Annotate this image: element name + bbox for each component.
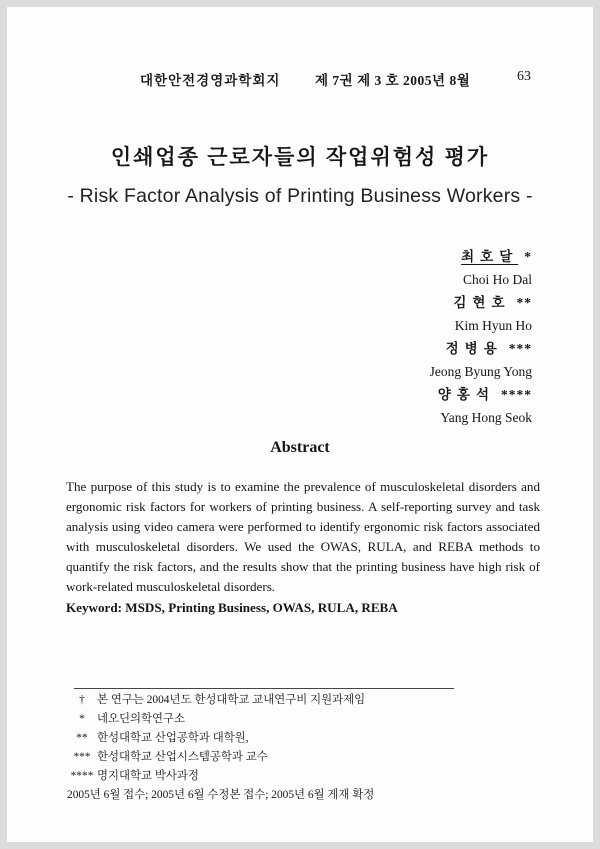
author-english-name: Kim Hyun Ho (454, 318, 532, 333)
footnote-mark: ** (76, 732, 88, 744)
korean-title: 인쇄업종 근로자들의 작업위험성 평가 (110, 145, 490, 169)
footnote-mark: **** (70, 770, 94, 782)
footnotes (67, 691, 374, 805)
issue-info: 제 7권 제 3 호 2005년 8월 (315, 73, 471, 88)
footnote-text: 한성대학교 산업시스템공학과 교수 (97, 751, 268, 763)
abstract-section (66, 477, 540, 618)
footnote (67, 691, 374, 710)
author-korean-name (430, 291, 532, 314)
journal-name: 대한안전경영과학회지 (140, 73, 281, 88)
author-english-name: Jeong Byung Yong (429, 364, 532, 379)
affiliation-mark: *** (508, 341, 532, 356)
footnote-mark: *** (73, 751, 91, 763)
footnote (67, 767, 374, 786)
page-number: 63 (517, 69, 531, 84)
abstract-text: The purpose of this study is to examine the prevalence of musculoskeletal disorders and ergonomic risk factors for workers of printing business. A self-reporting survey and task analysis using video camera were performed to identify ergonomic risk factors associated with musculoskeletal disorders. We used the OWAS, RULA, and REBA methods to quantify the risk factors, and the results show that the printing business have high risk of work-related musculoskeletal disorders. (66, 479, 540, 594)
footnote-text: 네오딘의학연구소 (97, 713, 186, 725)
footnote (67, 729, 374, 748)
affiliation-mark: * (524, 249, 532, 264)
footnote-divider (74, 688, 454, 689)
author-name: 김현호 (453, 295, 511, 310)
footnote (67, 748, 374, 767)
english-title: - Risk Factor Analysis of Printing Business Workers - (67, 185, 533, 207)
keywords: Keyword: MSDS, Printing Business, OWAS, RULA, REBA (66, 600, 398, 615)
author-korean-name (430, 337, 532, 360)
author-list (430, 245, 532, 429)
author-name: 최호달 (461, 249, 519, 264)
author-english-name: Yang Hong Seok (440, 410, 532, 425)
affiliation-mark: ** (516, 295, 532, 310)
footnote-text: 명지대학교 박사과정 (97, 770, 199, 782)
author-english-name: Choi Ho Dal (463, 272, 532, 287)
paper-page (7, 7, 593, 842)
footnote-mark: * (79, 713, 85, 725)
author-name: 양홍석 (437, 387, 495, 402)
author-name: 정병용 (445, 341, 503, 356)
received-dates: 2005년 6월 접수; 2005년 6월 수정본 접수; 2005년 6월 게재 확정 (67, 789, 375, 801)
author-korean-name (430, 383, 532, 406)
footnote-mark: † (79, 694, 85, 706)
affiliation-mark: **** (501, 387, 532, 402)
footnote-text: 본 연구는 2004년도 한성대학교 교내연구비 지원과제임 (97, 694, 366, 706)
footnote (67, 710, 374, 729)
footnote-text: 한성대학교 산업공학과 대학원, (97, 732, 249, 744)
abstract-heading: Abstract (270, 439, 330, 456)
author-korean-name (430, 245, 532, 268)
